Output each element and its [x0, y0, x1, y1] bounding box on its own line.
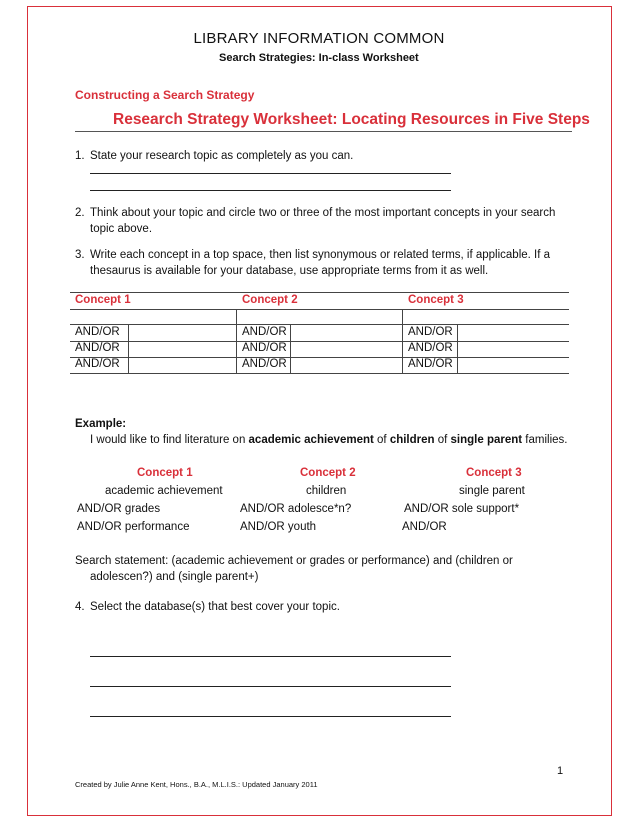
sentence-part: I would like to find literature on [90, 434, 249, 446]
table-connector: AND/OR [408, 342, 453, 354]
answer-line-1a[interactable] [90, 173, 451, 174]
table-connector: AND/OR [75, 358, 120, 370]
table-connector: AND/OR [242, 342, 287, 354]
table-subdivider-2 [290, 324, 291, 373]
table-connector: AND/OR [408, 326, 453, 338]
table-subdivider-3 [457, 324, 458, 373]
heading-underline [75, 131, 572, 132]
example-sentence [90, 434, 567, 446]
document-title: LIBRARY INFORMATION COMMON [193, 30, 445, 47]
question-3-text: Write each concept in a top space, then list synonymous or related terms, if applicable. If a thesaurus is available for your database, use appropriate terms from it as well. [90, 249, 551, 277]
document-subtitle: Search Strategies: In-class Worksheet [219, 52, 419, 64]
sentence-keyword: single parent [450, 434, 523, 446]
table-header-concept-3: Concept 3 [408, 294, 464, 306]
question-4-number: 4. [75, 601, 85, 613]
example-row-1-col-2: AND/OR adolesce*n? [240, 503, 352, 515]
question-2-number: 2. [75, 207, 85, 219]
example-row-1-col-1: AND/OR grades [77, 503, 161, 515]
question-3-number: 3. [75, 249, 85, 261]
question-1-text: State your research topic as completely as you can. [90, 150, 354, 162]
table-rule-bottom [70, 373, 569, 374]
table-connector: AND/OR [242, 326, 287, 338]
main-heading: Research Strategy Worksheet: Locating Resources in Five Steps [113, 111, 590, 128]
table-divider-2 [402, 309, 403, 373]
table-connector: AND/OR [242, 358, 287, 370]
answer-line-4c[interactable] [90, 716, 451, 717]
question-4-text: Select the database(s) that best cover your topic. [90, 601, 340, 613]
page-number: 1 [557, 765, 564, 777]
table-connector: AND/OR [75, 342, 120, 354]
example-header-concept-2: Concept 2 [300, 467, 356, 479]
search-statement: Search statement: (academic achievement or grades or performance) and (children or adolescen?) and (single parent+) [75, 555, 513, 583]
example-term-1: academic achievement [105, 485, 223, 497]
sentence-part: of [373, 434, 390, 446]
search-statement-wrap [60, 553, 565, 585]
answer-line-1b[interactable] [90, 190, 451, 191]
sentence-part: families. [522, 434, 568, 446]
table-rule-top [70, 292, 569, 293]
example-header-concept-1: Concept 1 [137, 467, 193, 479]
table-subdivider-1 [128, 324, 129, 373]
table-connector: AND/OR [75, 326, 120, 338]
table-header-concept-1: Concept 1 [75, 294, 131, 306]
answer-line-4a[interactable] [90, 656, 451, 657]
example-row-2-col-2: AND/OR youth [240, 521, 317, 533]
sentence-keyword: academic achievement [248, 434, 374, 446]
question-2-text: Think about your topic and circle two or three of the most important concepts in your search topic above. [90, 207, 556, 235]
example-term-2: children [306, 485, 347, 497]
table-rule-2 [70, 309, 569, 310]
table-rule-3 [70, 324, 569, 325]
example-label: Example: [75, 418, 127, 430]
table-rule-5 [70, 357, 569, 358]
table-connector: AND/OR [408, 358, 453, 370]
sentence-keyword: children [389, 434, 435, 446]
section-heading: Constructing a Search Strategy [75, 88, 255, 102]
example-term-3: single parent [459, 485, 525, 497]
example-row-2-col-3: AND/OR [402, 521, 447, 533]
sentence-part: of [434, 434, 451, 446]
table-header-concept-2: Concept 2 [242, 294, 298, 306]
table-divider-1 [236, 309, 237, 373]
answer-line-4b[interactable] [90, 686, 451, 687]
example-row-1-col-3: AND/OR sole support* [404, 503, 520, 515]
example-row-2-col-1: AND/OR performance [77, 521, 190, 533]
question-1-number: 1. [75, 150, 85, 162]
example-header-concept-3: Concept 3 [466, 467, 522, 479]
footer-credit: Created by Julie Anne Kent, Hons., B.A., M.L.I.S.: Updated January 2011 [75, 780, 318, 789]
table-rule-4 [70, 341, 569, 342]
